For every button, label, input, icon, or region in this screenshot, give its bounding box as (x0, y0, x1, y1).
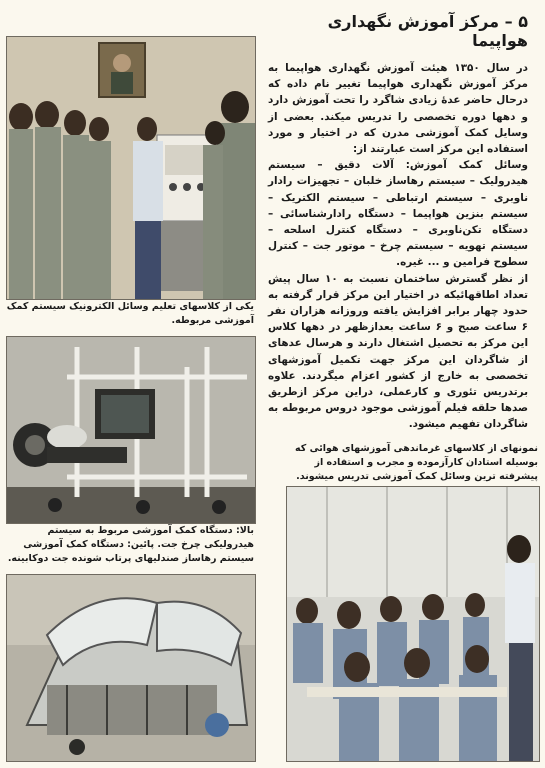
article-paragraph: از نظر گسترش ساختمان نسبت به ۱۰ سال پیش تعداد اطاقهائیکه در اختیار این مرکز قرار گرفته به حدود چهار برابر افزایش یافته وروزانه هزاران نفر ۶ ساعت صبح و ۶ ساعت بعدازظهر در دهها کلاس این مرکز به تحصیل اشتغال دارند و هرسال عدهای از شاگردان این مرکز جهت تکمیل آموزشهای تخصصی به خارج از کشور اعزام میگردند. علاوه برتدریس تئوری و کارعملی، دراین مرکز ازطریق صدها حلقه فیلم آموزشی موجود دروس مربوطه به شاگردان تفهیم میشود. (268, 272, 529, 431)
hydraulic-trainer-photo (6, 336, 256, 524)
ejection-seat-trainer-photo (6, 574, 256, 762)
classroom-caption: نمونهای از کلاسهای غرماندهی آموزشهای هوائی که بوسیله استادان کارآزموده و مجرب و استفاده از پیشرفته ترین وسائل کمک آموزشی تدریس میشوند. (294, 443, 538, 482)
article (268, 12, 528, 433)
electronics-class-photo (6, 36, 256, 300)
article-paragraph: وسائل کمک آموزش: آلات دقیق – سیستم هیدرولیک – سیستم رهاساز خلبان – تجهیزات رادار ناوبری – سیستم ارتباطی – سیستم الکتریک – سیستم بنزین هواپیما – دستگاه رادارشناسائی – دستگاه تکن‌ناوبری – دستگاه کنترل اسلحه – سیستم تهویه – سیستم چرخ – موتور جت – کنترل سطوح فرامین و ... غیره. (268, 159, 528, 269)
article-heading: ۵ – مرکز آموزش نگهداری هواپیما (327, 12, 528, 50)
hydraulic-trainer-caption: بالا: دستگاه کمک آموزشی مربوط به سیستم هیدرولیکی چرخ جت. پائین: دستگاه کمک آموزشی سیستم رهاساز صندلیهای پرتاب شونده جت دوکابینه. (7, 525, 254, 564)
article-paragraph: در سال ۱۳۵۰ هیئت آموزش نگهداری هواپیما به مرکز آموزش نگهداری هواپیما تغییر نام داده که درحال حاضر عدهٔ زیادی شاگرد را تحت آموزش دارد و دهها دوره تخصصی را تدریس میکند. بعضی از وسایل کمک آموزشی مدرن که در اختیار و مورد استفاده این مرکز است عبارتند از: (268, 62, 528, 156)
classroom-photo (286, 486, 540, 762)
electronics-class-caption: یکی از کلاسهای تعلیم وسائل الکترونیک سیستم کمک آموزشی مربوطه. (6, 301, 254, 326)
